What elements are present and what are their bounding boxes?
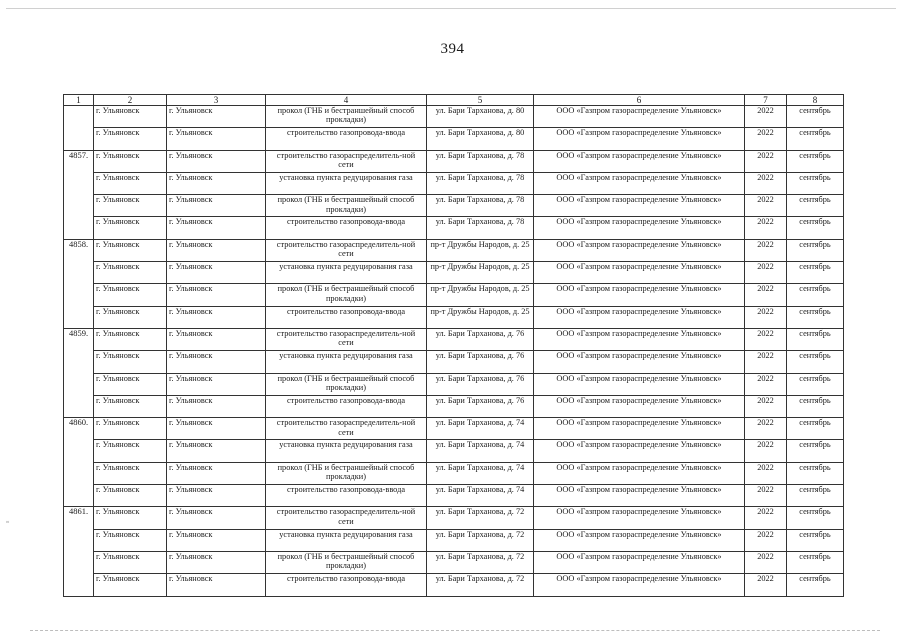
city-cell: г. Ульяновск bbox=[167, 128, 266, 150]
address-cell: ул. Бари Тарханова, д. 72 bbox=[427, 551, 534, 573]
address-cell: ул. Бари Тарханова, д. 78 bbox=[427, 172, 534, 194]
organization-cell: ООО «Газпром газораспределение Ульяновск» bbox=[534, 507, 745, 529]
month-cell: сентябрь bbox=[787, 128, 844, 150]
year-cell: 2022 bbox=[745, 172, 787, 194]
table-row bbox=[64, 284, 844, 306]
column-header: 7 bbox=[745, 95, 787, 106]
city-cell: г. Ульяновск bbox=[167, 306, 266, 328]
work-type-cell: прокол (ГНБ и бестраншейный способ прокладки) bbox=[266, 195, 427, 217]
work-type-cell: прокол (ГНБ и бестраншейный способ прокладки) bbox=[266, 462, 427, 484]
table-row bbox=[64, 462, 844, 484]
entry-number-cell bbox=[64, 106, 94, 151]
region-cell: г. Ульяновск bbox=[94, 485, 167, 507]
organization-cell: ООО «Газпром газораспределение Ульяновск» bbox=[534, 328, 745, 350]
work-type-cell: строительство газораспределитель-ной сети bbox=[266, 328, 427, 350]
year-cell: 2022 bbox=[745, 485, 787, 507]
month-cell: сентябрь bbox=[787, 395, 844, 417]
organization-cell: ООО «Газпром газораспределение Ульяновск» bbox=[534, 284, 745, 306]
city-cell: г. Ульяновск bbox=[167, 462, 266, 484]
organization-cell: ООО «Газпром газораспределение Ульяновск» bbox=[534, 106, 745, 128]
city-cell: г. Ульяновск bbox=[167, 239, 266, 261]
city-cell: г. Ульяновск bbox=[167, 150, 266, 172]
organization-cell: ООО «Газпром газораспределение Ульяновск» bbox=[534, 195, 745, 217]
work-type-cell: установка пункта редуцирования газа bbox=[266, 172, 427, 194]
address-cell: ул. Бари Тарханова, д. 74 bbox=[427, 462, 534, 484]
work-type-cell: установка пункта редуцирования газа bbox=[266, 440, 427, 462]
year-cell: 2022 bbox=[745, 351, 787, 373]
entry-number-cell: 4857. bbox=[64, 150, 94, 239]
column-header: 8 bbox=[787, 95, 844, 106]
year-cell: 2022 bbox=[745, 306, 787, 328]
city-cell: г. Ульяновск bbox=[167, 551, 266, 573]
year-cell: 2022 bbox=[745, 217, 787, 239]
region-cell: г. Ульяновск bbox=[94, 150, 167, 172]
table-row bbox=[64, 418, 844, 440]
city-cell: г. Ульяновск bbox=[167, 574, 266, 596]
column-header: 4 bbox=[266, 95, 427, 106]
month-cell: сентябрь bbox=[787, 485, 844, 507]
city-cell: г. Ульяновск bbox=[167, 440, 266, 462]
entry-number-cell: 4860. bbox=[64, 418, 94, 507]
work-type-cell: строительство газопровода-ввода bbox=[266, 395, 427, 417]
month-cell: сентябрь bbox=[787, 150, 844, 172]
year-cell: 2022 bbox=[745, 106, 787, 128]
column-header: 2 bbox=[94, 95, 167, 106]
address-cell: пр-т Дружбы Народов, д. 25 bbox=[427, 262, 534, 284]
year-cell: 2022 bbox=[745, 328, 787, 350]
entry-number-cell: 4859. bbox=[64, 328, 94, 417]
column-header: 3 bbox=[167, 95, 266, 106]
year-cell: 2022 bbox=[745, 418, 787, 440]
city-cell: г. Ульяновск bbox=[167, 195, 266, 217]
year-cell: 2022 bbox=[745, 262, 787, 284]
month-cell: сентябрь bbox=[787, 574, 844, 596]
address-cell: ул. Бари Тарханова, д. 72 bbox=[427, 507, 534, 529]
table-header-row bbox=[64, 95, 844, 106]
region-cell: г. Ульяновск bbox=[94, 462, 167, 484]
table-row bbox=[64, 551, 844, 573]
organization-cell: ООО «Газпром газораспределение Ульяновск» bbox=[534, 395, 745, 417]
table-row bbox=[64, 529, 844, 551]
work-type-cell: строительство газораспределитель-ной сети bbox=[266, 150, 427, 172]
address-cell: ул. Бари Тарханова, д. 76 bbox=[427, 328, 534, 350]
table-body bbox=[64, 106, 844, 597]
month-cell: сентябрь bbox=[787, 106, 844, 128]
work-type-cell: строительство газораспределитель-ной сети bbox=[266, 418, 427, 440]
page-number: 394 bbox=[440, 41, 465, 57]
region-cell: г. Ульяновск bbox=[94, 551, 167, 573]
organization-cell: ООО «Газпром газораспределение Ульяновск» bbox=[534, 150, 745, 172]
year-cell: 2022 bbox=[745, 574, 787, 596]
entry-number-cell: 4861. bbox=[64, 507, 94, 596]
month-cell: сентябрь bbox=[787, 529, 844, 551]
year-cell: 2022 bbox=[745, 395, 787, 417]
address-cell: ул. Бари Тарханова, д. 74 bbox=[427, 418, 534, 440]
month-cell: сентябрь bbox=[787, 172, 844, 194]
month-cell: сентябрь bbox=[787, 507, 844, 529]
year-cell: 2022 bbox=[745, 507, 787, 529]
table-row bbox=[64, 306, 844, 328]
registry-table bbox=[63, 94, 844, 597]
table-row bbox=[64, 128, 844, 150]
table-row bbox=[64, 507, 844, 529]
page-top-edge bbox=[6, 8, 896, 9]
address-cell: ул. Бари Тарханова, д. 74 bbox=[427, 440, 534, 462]
table-row bbox=[64, 328, 844, 350]
year-cell: 2022 bbox=[745, 195, 787, 217]
month-cell: сентябрь bbox=[787, 195, 844, 217]
month-cell: сентябрь bbox=[787, 551, 844, 573]
work-type-cell: прокол (ГНБ и бестраншейный способ прокладки) bbox=[266, 106, 427, 128]
organization-cell: ООО «Газпром газораспределение Ульяновск» bbox=[534, 262, 745, 284]
organization-cell: ООО «Газпром газораспределение Ульяновск» bbox=[534, 306, 745, 328]
address-cell: ул. Бари Тарханова, д. 80 bbox=[427, 106, 534, 128]
region-cell: г. Ульяновск bbox=[94, 239, 167, 261]
work-type-cell: установка пункта редуцирования газа bbox=[266, 262, 427, 284]
organization-cell: ООО «Газпром газораспределение Ульяновск» bbox=[534, 529, 745, 551]
region-cell: г. Ульяновск bbox=[94, 574, 167, 596]
year-cell: 2022 bbox=[745, 440, 787, 462]
work-type-cell: строительство газопровода-ввода bbox=[266, 574, 427, 596]
month-cell: сентябрь bbox=[787, 306, 844, 328]
work-type-cell: установка пункта редуцирования газа bbox=[266, 529, 427, 551]
region-cell: г. Ульяновск bbox=[94, 172, 167, 194]
address-cell: ул. Бари Тарханова, д. 76 bbox=[427, 395, 534, 417]
address-cell: ул. Бари Тарханова, д. 78 bbox=[427, 195, 534, 217]
organization-cell: ООО «Газпром газораспределение Ульяновск» bbox=[534, 373, 745, 395]
column-header: 6 bbox=[534, 95, 745, 106]
organization-cell: ООО «Газпром газораспределение Ульяновск» bbox=[534, 128, 745, 150]
region-cell: г. Ульяновск bbox=[94, 262, 167, 284]
city-cell: г. Ульяновск bbox=[167, 373, 266, 395]
table-row bbox=[64, 262, 844, 284]
table-row bbox=[64, 440, 844, 462]
city-cell: г. Ульяновск bbox=[167, 328, 266, 350]
region-cell: г. Ульяновск bbox=[94, 373, 167, 395]
year-cell: 2022 bbox=[745, 284, 787, 306]
year-cell: 2022 bbox=[745, 239, 787, 261]
work-type-cell: строительство газораспределитель-ной сети bbox=[266, 507, 427, 529]
work-type-cell: строительство газораспределитель-ной сети bbox=[266, 239, 427, 261]
city-cell: г. Ульяновск bbox=[167, 418, 266, 440]
region-cell: г. Ульяновск bbox=[94, 217, 167, 239]
address-cell: ул. Бари Тарханова, д. 76 bbox=[427, 351, 534, 373]
table-row bbox=[64, 195, 844, 217]
city-cell: г. Ульяновск bbox=[167, 507, 266, 529]
year-cell: 2022 bbox=[745, 373, 787, 395]
column-header: 5 bbox=[427, 95, 534, 106]
address-cell: пр-т Дружбы Народов, д. 25 bbox=[427, 239, 534, 261]
city-cell: г. Ульяновск bbox=[167, 217, 266, 239]
address-cell: ул. Бари Тарханова, д. 74 bbox=[427, 485, 534, 507]
address-cell: ул. Бари Тарханова, д. 78 bbox=[427, 150, 534, 172]
organization-cell: ООО «Газпром газораспределение Ульяновск» bbox=[534, 462, 745, 484]
address-cell: ул. Бари Тарханова, д. 76 bbox=[427, 373, 534, 395]
region-cell: г. Ульяновск bbox=[94, 128, 167, 150]
month-cell: сентябрь bbox=[787, 262, 844, 284]
work-type-cell: прокол (ГНБ и бестраншейный способ прокладки) bbox=[266, 551, 427, 573]
address-cell: ул. Бари Тарханова, д. 80 bbox=[427, 128, 534, 150]
organization-cell: ООО «Газпром газораспределение Ульяновск» bbox=[534, 172, 745, 194]
address-cell: ул. Бари Тарханова, д. 72 bbox=[427, 574, 534, 596]
table-row bbox=[64, 239, 844, 261]
work-type-cell: прокол (ГНБ и бестраншейный способ прокладки) bbox=[266, 373, 427, 395]
city-cell: г. Ульяновск bbox=[167, 485, 266, 507]
month-cell: сентябрь bbox=[787, 217, 844, 239]
organization-cell: ООО «Газпром газораспределение Ульяновск» bbox=[534, 217, 745, 239]
page-bottom-edge bbox=[30, 630, 880, 631]
year-cell: 2022 bbox=[745, 462, 787, 484]
entry-number-cell: 4858. bbox=[64, 239, 94, 328]
region-cell: г. Ульяновск bbox=[94, 106, 167, 128]
work-type-cell: строительство газопровода-ввода bbox=[266, 485, 427, 507]
organization-cell: ООО «Газпром газораспределение Ульяновск» bbox=[534, 440, 745, 462]
margin-mark: ≈ bbox=[6, 520, 10, 526]
year-cell: 2022 bbox=[745, 150, 787, 172]
organization-cell: ООО «Газпром газораспределение Ульяновск» bbox=[534, 351, 745, 373]
city-cell: г. Ульяновск bbox=[167, 529, 266, 551]
table-row bbox=[64, 217, 844, 239]
table-row bbox=[64, 106, 844, 128]
region-cell: г. Ульяновск bbox=[94, 529, 167, 551]
work-type-cell: строительство газопровода-ввода bbox=[266, 306, 427, 328]
table-row bbox=[64, 172, 844, 194]
address-cell: ул. Бари Тарханова, д. 72 bbox=[427, 529, 534, 551]
work-type-cell: прокол (ГНБ и бестраншейный способ прокладки) bbox=[266, 284, 427, 306]
month-cell: сентябрь bbox=[787, 462, 844, 484]
region-cell: г. Ульяновск bbox=[94, 507, 167, 529]
month-cell: сентябрь bbox=[787, 351, 844, 373]
city-cell: г. Ульяновск bbox=[167, 351, 266, 373]
work-type-cell: строительство газопровода-ввода bbox=[266, 217, 427, 239]
city-cell: г. Ульяновск bbox=[167, 106, 266, 128]
month-cell: сентябрь bbox=[787, 284, 844, 306]
organization-cell: ООО «Газпром газораспределение Ульяновск» bbox=[534, 239, 745, 261]
table-row bbox=[64, 395, 844, 417]
year-cell: 2022 bbox=[745, 128, 787, 150]
organization-cell: ООО «Газпром газораспределение Ульяновск» bbox=[534, 485, 745, 507]
work-type-cell: строительство газопровода-ввода bbox=[266, 128, 427, 150]
table-row bbox=[64, 373, 844, 395]
table-row bbox=[64, 150, 844, 172]
month-cell: сентябрь bbox=[787, 440, 844, 462]
city-cell: г. Ульяновск bbox=[167, 262, 266, 284]
table-row bbox=[64, 574, 844, 596]
city-cell: г. Ульяновск bbox=[167, 284, 266, 306]
column-header: 1 bbox=[64, 95, 94, 106]
region-cell: г. Ульяновск bbox=[94, 284, 167, 306]
city-cell: г. Ульяновск bbox=[167, 395, 266, 417]
year-cell: 2022 bbox=[745, 551, 787, 573]
year-cell: 2022 bbox=[745, 529, 787, 551]
month-cell: сентябрь bbox=[787, 418, 844, 440]
address-cell: пр-т Дружбы Народов, д. 25 bbox=[427, 284, 534, 306]
month-cell: сентябрь bbox=[787, 373, 844, 395]
address-cell: ул. Бари Тарханова, д. 78 bbox=[427, 217, 534, 239]
region-cell: г. Ульяновск bbox=[94, 351, 167, 373]
region-cell: г. Ульяновск bbox=[94, 306, 167, 328]
address-cell: пр-т Дружбы Народов, д. 25 bbox=[427, 306, 534, 328]
region-cell: г. Ульяновск bbox=[94, 395, 167, 417]
organization-cell: ООО «Газпром газораспределение Ульяновск» bbox=[534, 574, 745, 596]
region-cell: г. Ульяновск bbox=[94, 195, 167, 217]
month-cell: сентябрь bbox=[787, 328, 844, 350]
table-row bbox=[64, 485, 844, 507]
region-cell: г. Ульяновск bbox=[94, 328, 167, 350]
table-row bbox=[64, 351, 844, 373]
city-cell: г. Ульяновск bbox=[167, 172, 266, 194]
region-cell: г. Ульяновск bbox=[94, 440, 167, 462]
month-cell: сентябрь bbox=[787, 239, 844, 261]
work-type-cell: установка пункта редуцирования газа bbox=[266, 351, 427, 373]
organization-cell: ООО «Газпром газораспределение Ульяновск» bbox=[534, 418, 745, 440]
organization-cell: ООО «Газпром газораспределение Ульяновск» bbox=[534, 551, 745, 573]
region-cell: г. Ульяновск bbox=[94, 418, 167, 440]
